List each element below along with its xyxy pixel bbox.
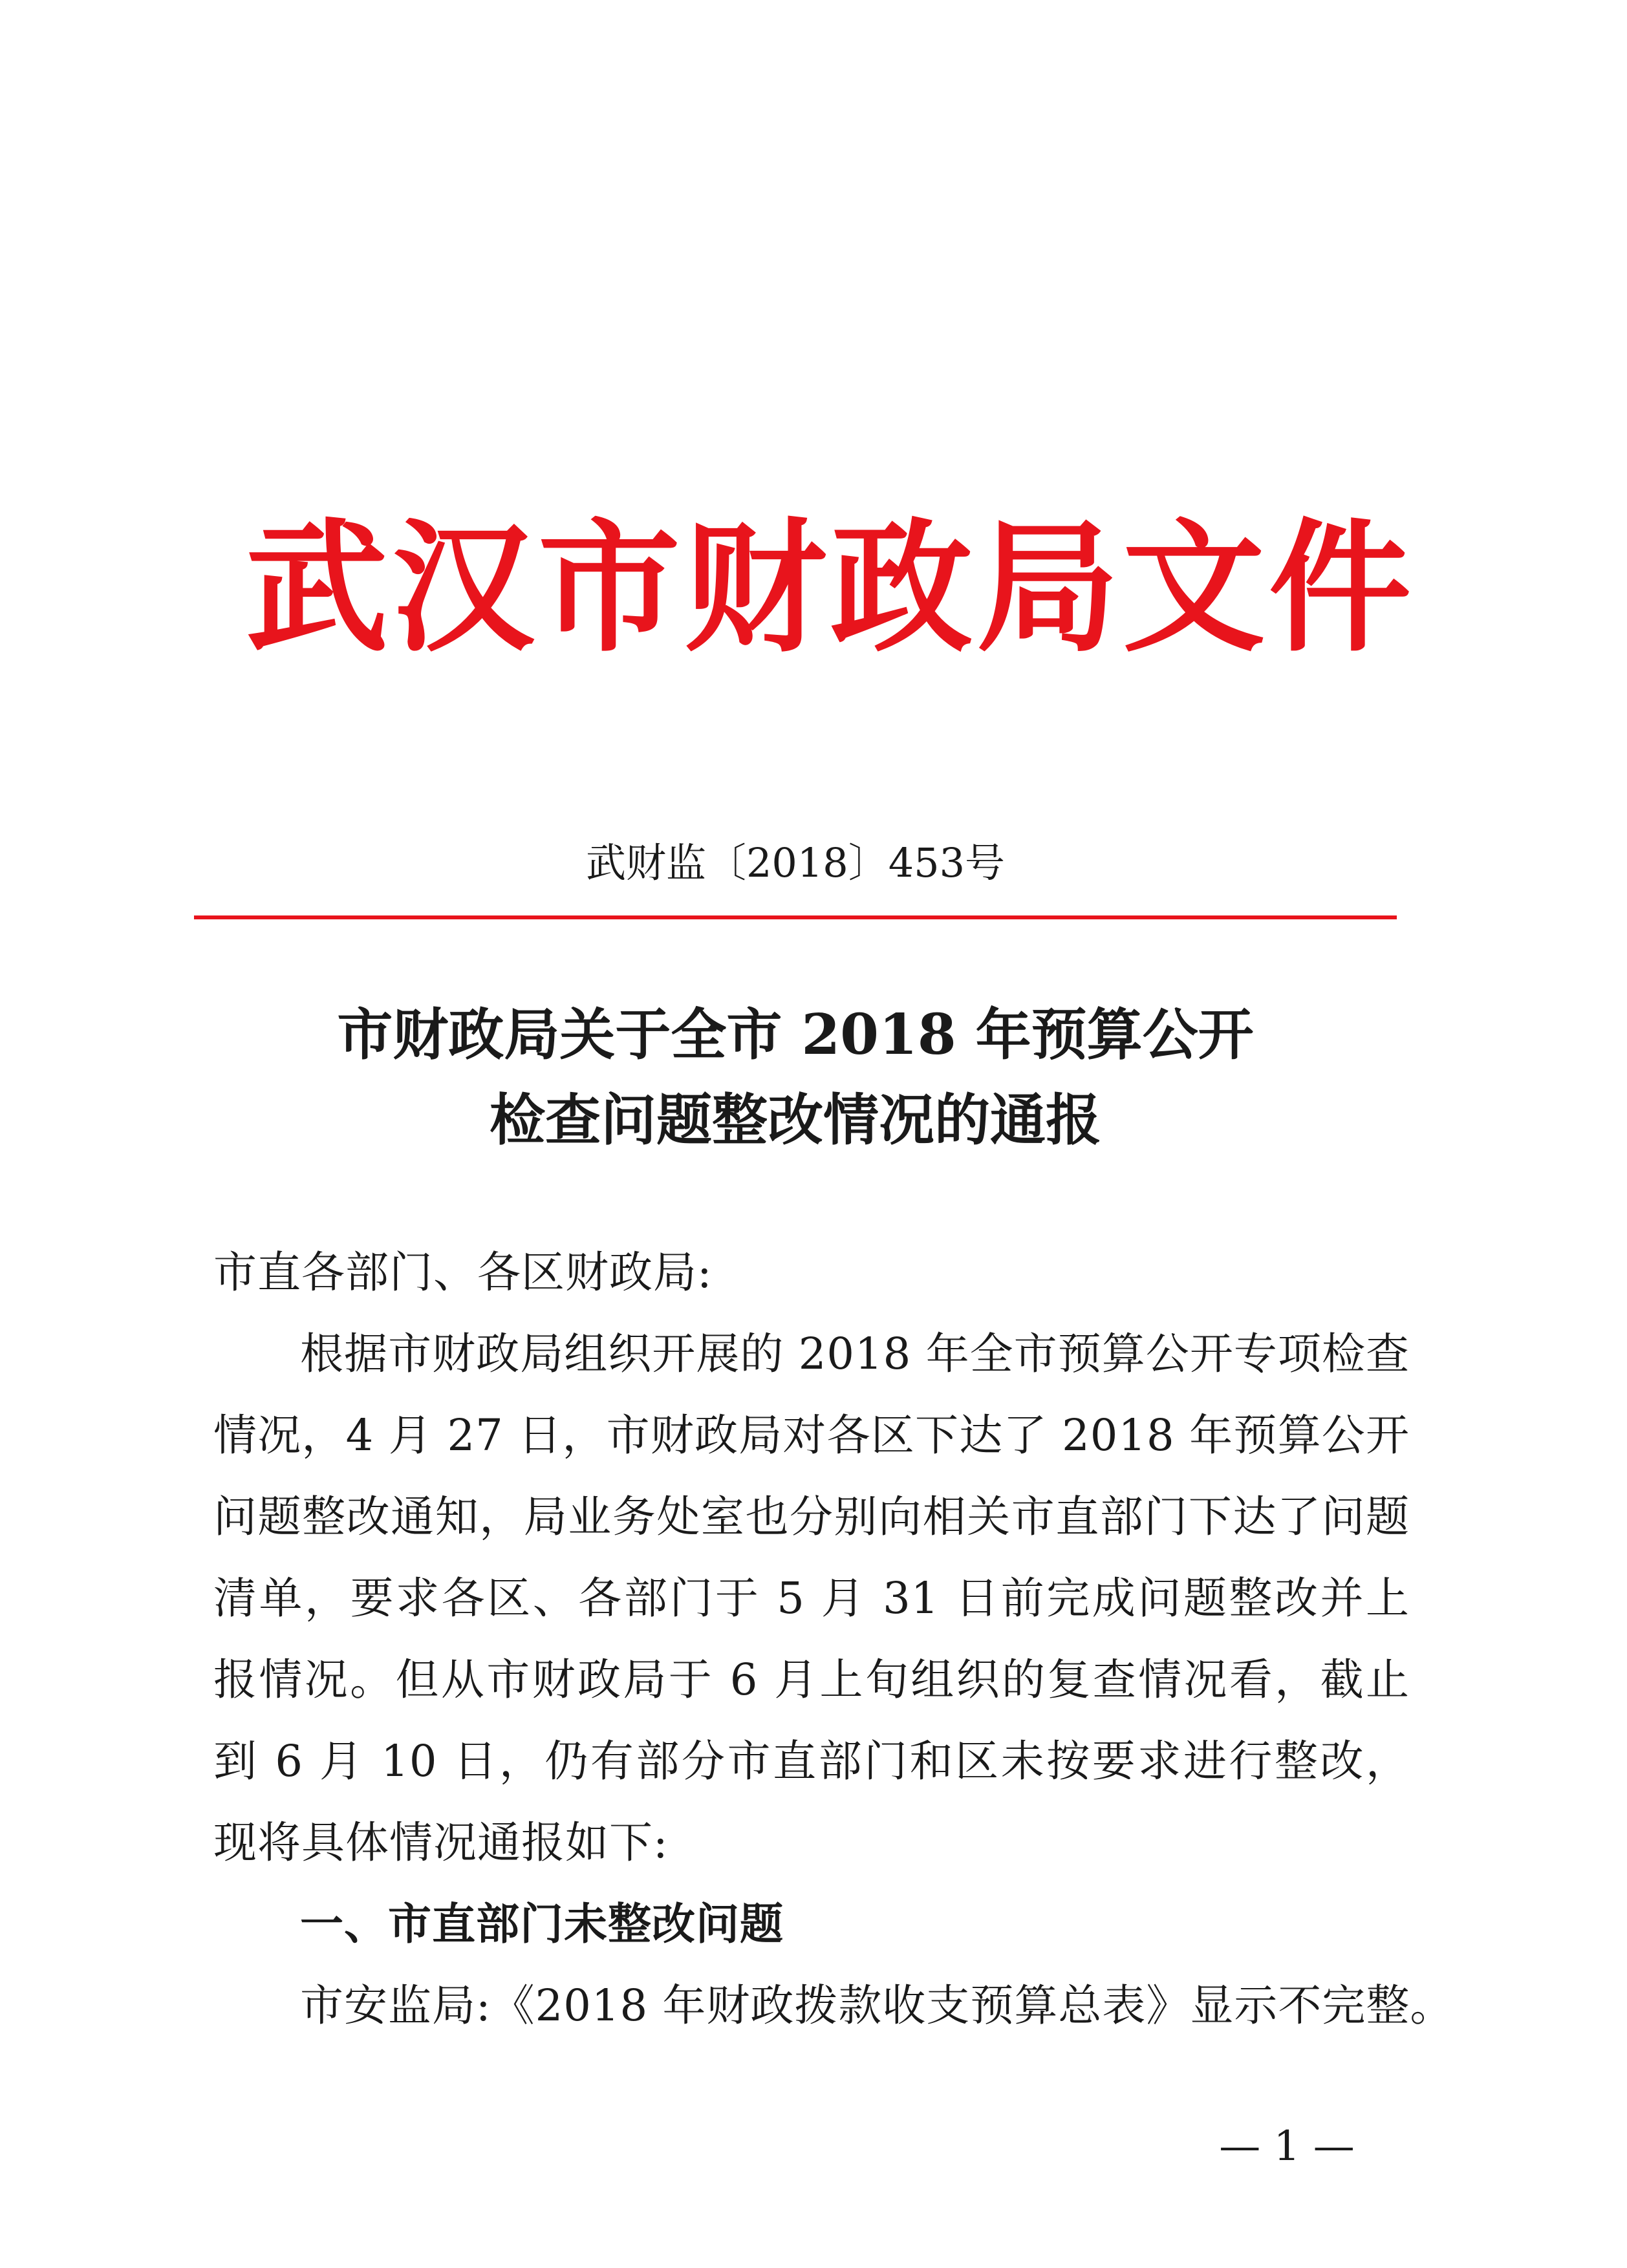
body-paragraph: 根据市财政局组织开展的 2018 年全市预算公开专项检查情况，4 月 27 日，市财政局对各区下达了 2018 年预算公开问题整改通知，局业务处室也分别向相关市直部门下达了问题清单，要求各区、各部门于 5 月 31 日前完成问题整改并上报情况。但从市财政局于 6 月上旬组织的复查情况看，截止到 6 月 10 日，仍有部分市直部门和区未按要求进行整改，现将具体情况通报如下: <box>213 1329 1410 1868</box>
title-line-2: 检查问题整改情况的通报 <box>490 1087 1101 1153</box>
section-heading: 一、市直部门未整改问题 <box>300 1899 784 1949</box>
document-body <box>213 1232 1454 2046</box>
page-number: — 1 — <box>1219 2123 1355 2170</box>
red-divider-rule <box>194 915 1397 919</box>
title-line-1: 市财政局关于全市 2018 年预算公开 <box>337 1002 1254 1067</box>
salutation: 市直各部门、各区财政局: <box>213 1247 713 1298</box>
document-title <box>194 992 1397 1163</box>
document-number: 武财监〔2018〕453号 <box>585 839 1006 886</box>
issue-item: 市安监局:《2018 年财政拨款收支预算总表》显示不完整。 <box>300 1980 1454 2031</box>
masthead-title: 武汉市财政局文件 <box>246 506 1416 671</box>
